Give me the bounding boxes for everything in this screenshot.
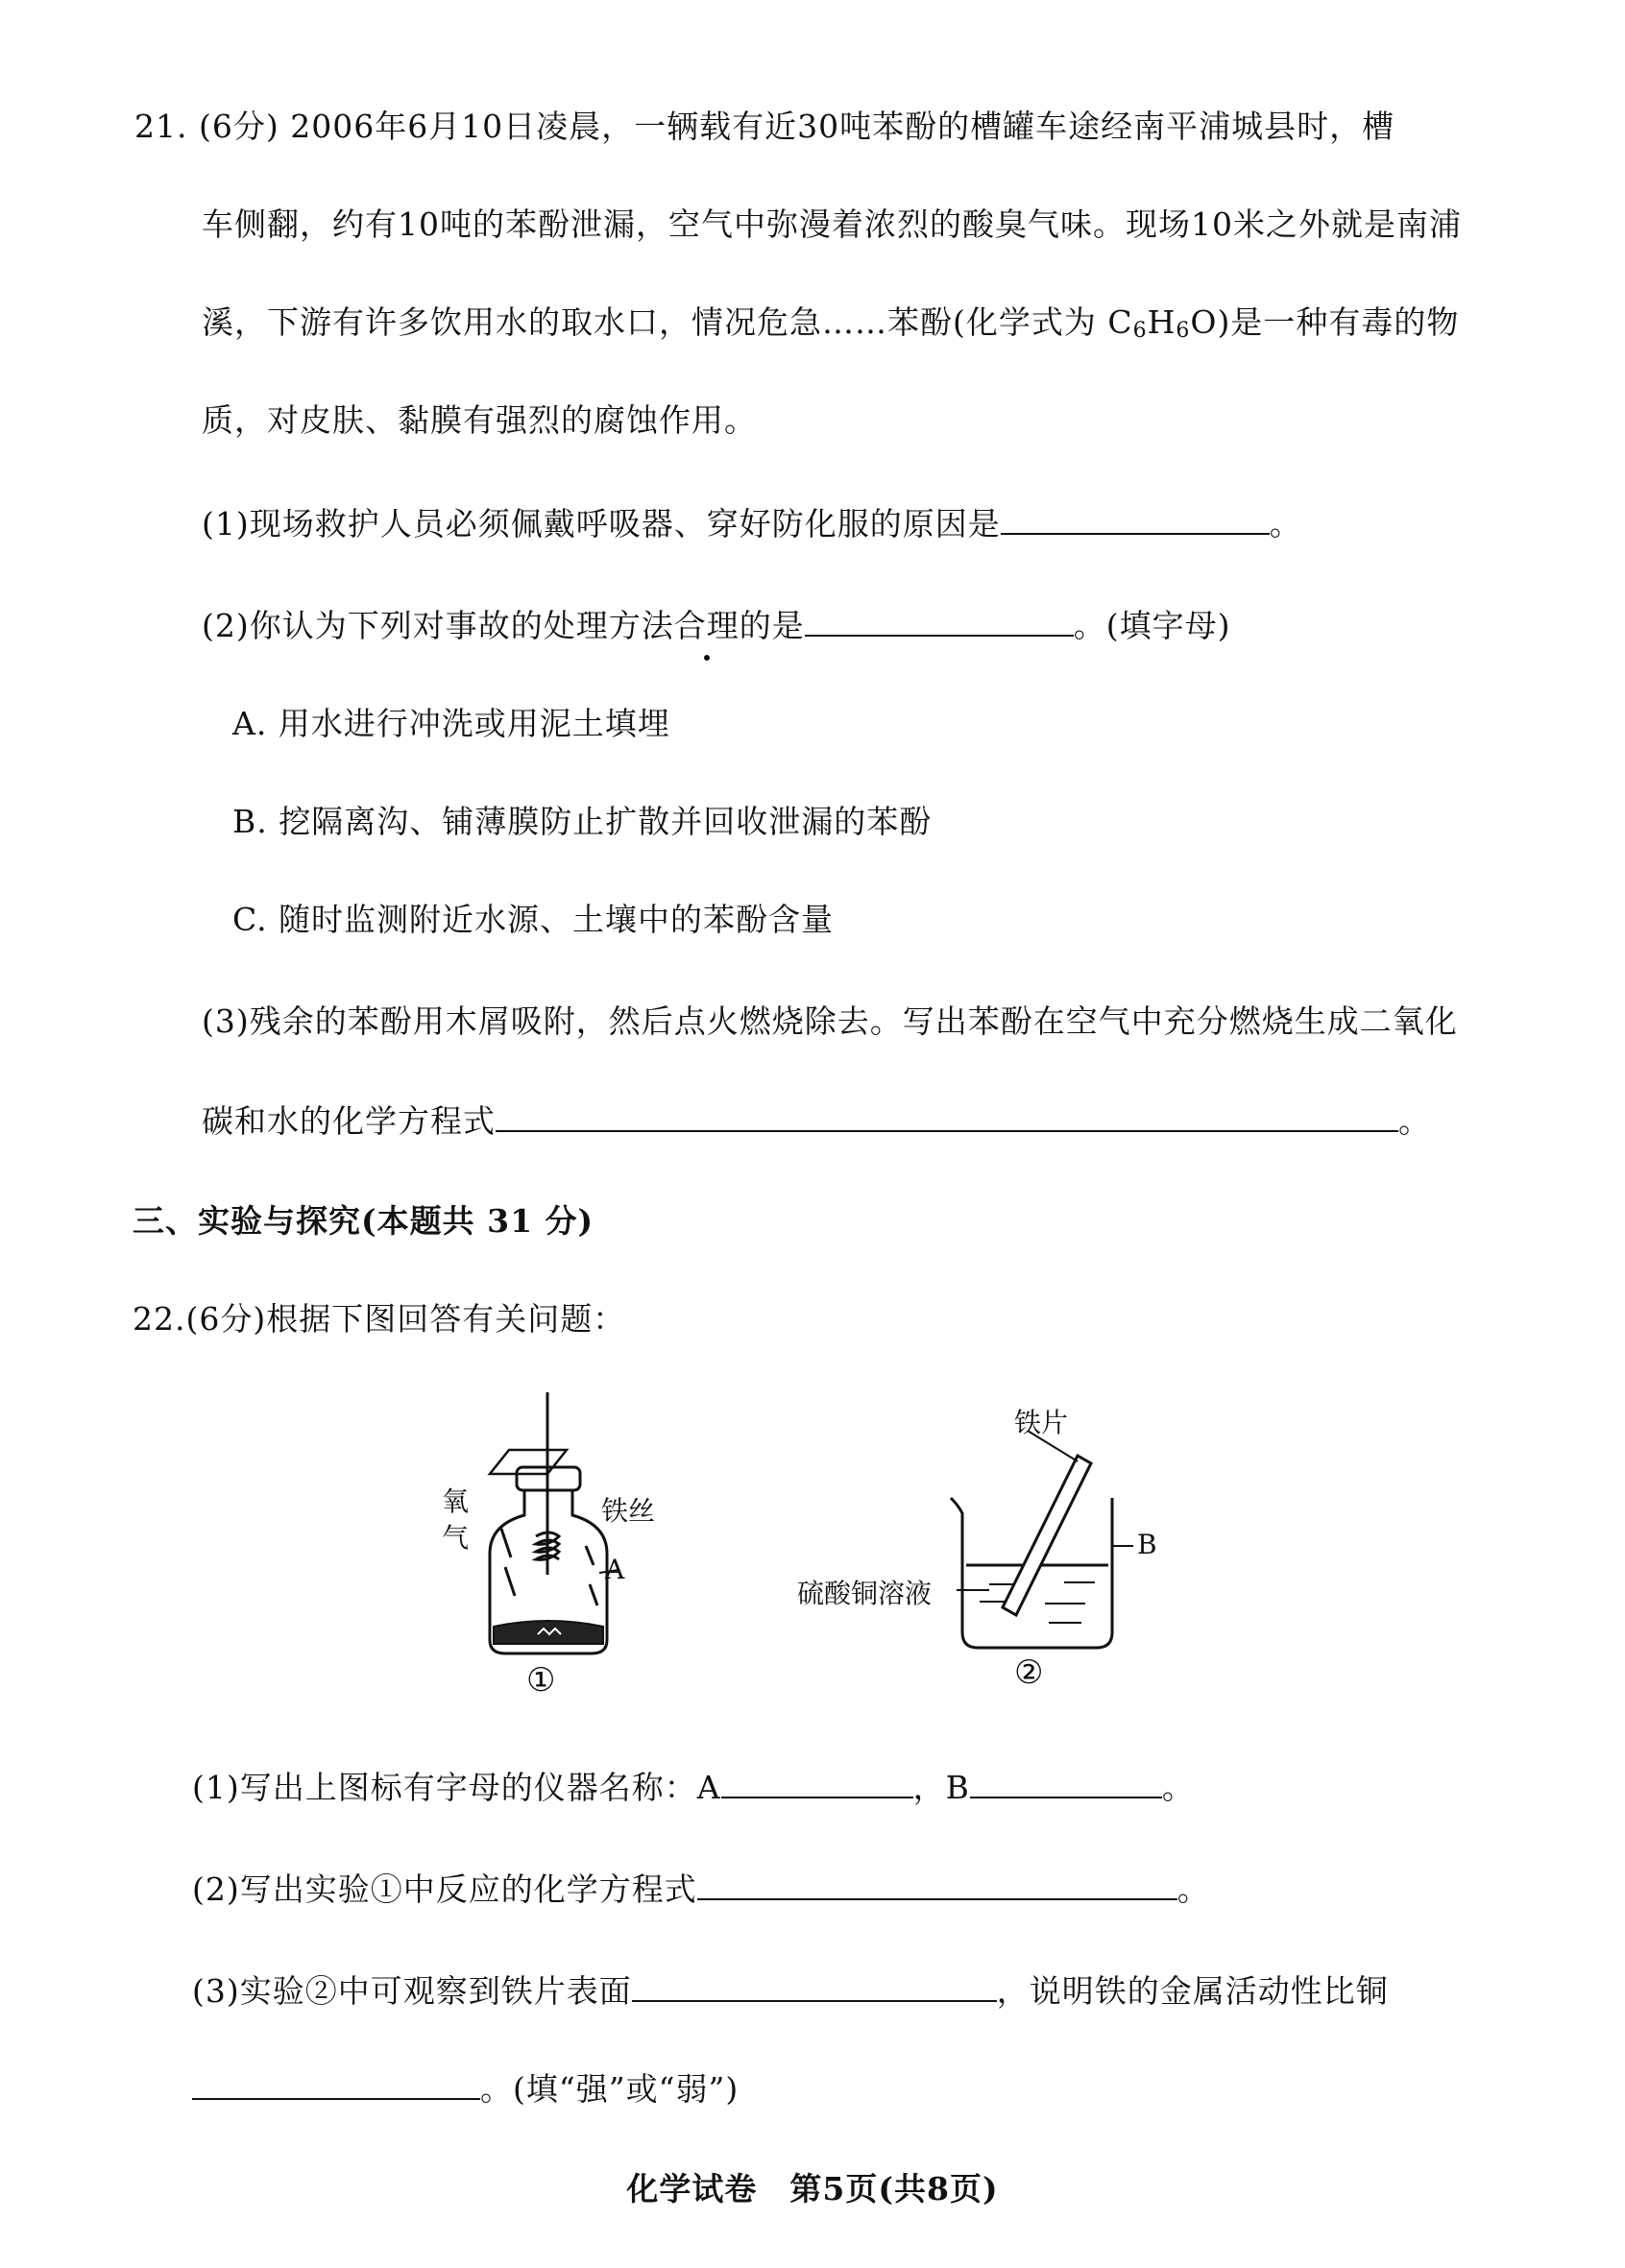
figure-number-1: ① <box>526 1661 556 1700</box>
label-iron-wire: 铁丝 <box>601 1495 656 1527</box>
label-copper-sulfate-solution: 硫酸铜溶液 <box>797 1578 933 1609</box>
q21-option-b: B. 挖隔离沟、铺薄膜防止扩散并回收泄漏的苯酚 <box>232 803 933 840</box>
figure-2-beaker <box>797 1402 1181 1719</box>
answer-blank[interactable] <box>632 1971 997 2002</box>
q21-option-a: A. 用水进行冲洗或用泥土填埋 <box>232 705 670 742</box>
emphasis-dots: 合理 <box>674 605 740 647</box>
answer-blank[interactable] <box>192 2069 480 2100</box>
answer-blank[interactable] <box>1001 504 1270 535</box>
label-b: B <box>1137 1529 1157 1560</box>
label-oxygen-1: 氧 <box>442 1485 470 1517</box>
q22-part2: (2)写出实验①中反应的化学方程式 。 <box>192 1870 1210 1908</box>
answer-blank[interactable] <box>805 606 1074 637</box>
figure-number-2: ② <box>1014 1653 1044 1692</box>
q22-part1: (1)写出上图标有字母的仪器名称：A ，B 。 <box>192 1769 1195 1806</box>
q22-part3-line2: 。(填“强”或“弱”) <box>192 2068 739 2111</box>
page-footer: 化学试卷 第5页(共8页) <box>626 2170 999 2208</box>
answer-blank-b[interactable] <box>970 1768 1162 1798</box>
figure-1-oxygen-jar <box>423 1392 711 1719</box>
q21-part2: (2)你认为下列对事故的处理方法合理的是 。(填字母) <box>202 605 1231 647</box>
answer-blank[interactable] <box>496 1101 1398 1132</box>
q21-part1: (1)现场救护人员必须佩戴呼吸器、穿好防化服的原因是 。 <box>202 505 1302 543</box>
q22-part3: (3)实验②中可观察到铁片表面 ，说明铁的金属活动性比铜 <box>192 1972 1389 2010</box>
q21-part3-line2: 碳和水的化学方程式 。 <box>202 1102 1431 1140</box>
q21-part3-line1: (3)残余的苯酚用木屑吸附，然后点火燃烧除去。写出苯酚在空气中充分燃烧生成二氧化 <box>202 1002 1458 1040</box>
oxygen-jar-drawing <box>423 1392 711 1719</box>
section-title: 三、实验与探究(本题共 31 分) <box>133 1202 594 1240</box>
q21-option-c: C. 随时监测附近水源、土壤中的苯酚含量 <box>232 901 835 938</box>
label-oxygen-2: 气 <box>442 1522 470 1554</box>
answer-blank-a[interactable] <box>721 1768 913 1798</box>
label-a: A <box>605 1554 625 1585</box>
label-iron-plate: 铁片 <box>1014 1407 1069 1438</box>
answer-blank[interactable] <box>697 1870 1177 1900</box>
q22-intro: 22.(6分)根据下图回答有关问题： <box>133 1300 626 1338</box>
beaker-drawing <box>797 1402 1181 1719</box>
q21-line1: 21. (6分) 2006年6月10日凌晨，一辆载有近30吨苯酚的槽罐车途经南平浦城县时，槽 <box>134 108 1395 145</box>
q21-line4: 质，对皮肤、黏膜有强烈的腐蚀作用。 <box>202 401 757 439</box>
q21-line3: 溪，下游有许多饮用水的取水口，情况危急……苯酚(化学式为 $C_6H_6O$)是一种有毒的物 <box>202 303 1460 343</box>
q21-line2: 车侧翻，约有10吨的苯酚泄漏，空气中弥漫着浓烈的酸臭气味。现场10米之外就是南浦 <box>202 205 1462 243</box>
